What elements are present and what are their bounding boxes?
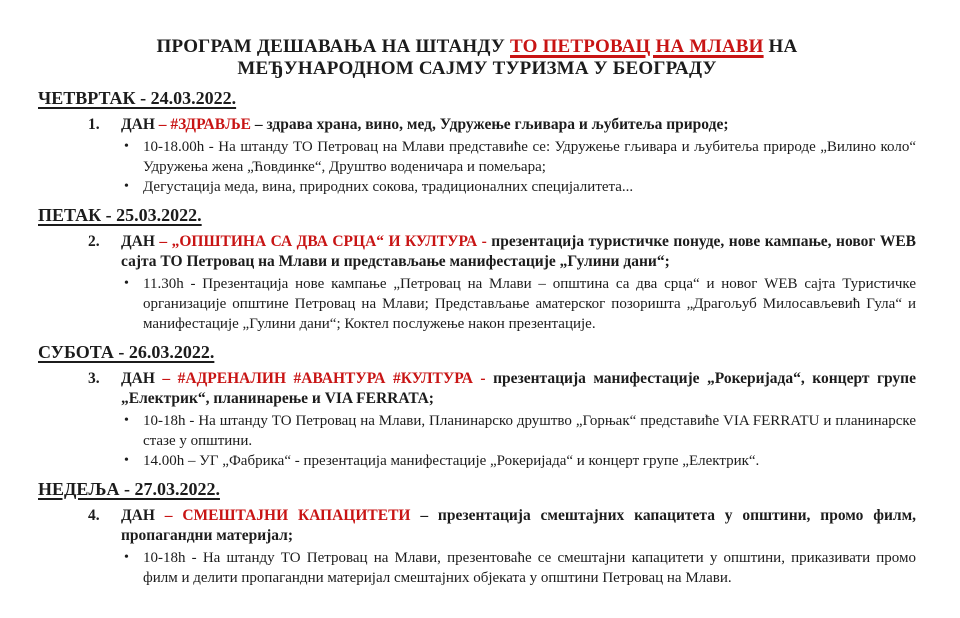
item-label-pre: ДАН — [121, 116, 159, 133]
item-bullet-list — [121, 548, 916, 588]
program-item — [88, 232, 916, 272]
item-number: 2. — [88, 233, 100, 250]
program-item — [88, 369, 916, 409]
program-item — [88, 115, 916, 135]
item-label-highlight: – #АДРЕНАЛИН #АВАНТУРА #КУЛТУРА - — [162, 370, 494, 387]
bullet-item: • 10-18h - На штанду ТО Петровац на Млави, Планинарско друштво „Горњак“ представиће VIA FERRATU и планинарске стазе у општини. — [121, 411, 916, 451]
title-highlight: ТО ПЕТРОВАЦ НА МЛАВИ — [510, 36, 764, 57]
bullet-item: • 10-18.00h - На штанду ТО Петровац на Млави представиће се: Удружење гљивара и љубитеља природе „Вилино коло“ Удружења жена „Ћовдинке“, Друштво воденичара и помељара; — [121, 137, 916, 177]
day-section-friday — [38, 205, 916, 334]
item-label-highlight: – #ЗДРАВЉЕ — [158, 116, 255, 133]
program-item — [88, 506, 916, 546]
bullet-item: • 10-18h - На штанду ТО Петровац на Млави, презентоваће се смештајни капацитети у општини, приказивати промо филм и делити пропагандни материјал смештајних објеката у општини Петровац на Млави. — [121, 548, 916, 588]
title-suffix: НА МЕЂУНАРОДНОМ САЈМУ ТУРИЗМА У БЕОГРАДУ — [237, 36, 798, 79]
item-label-pre: ДАН — [121, 370, 163, 387]
item-number: 4. — [88, 507, 100, 524]
item-bullet-list — [121, 274, 916, 334]
title-prefix: ПРОГРАМ ДЕШАВАЊА НА ШТАНДУ — [156, 36, 511, 57]
item-bullet-list — [121, 411, 916, 471]
bullet-item: • Дегустација меда, вина, природних сокова, традиционалних специјалитета... — [121, 177, 916, 197]
day-section-sunday — [38, 479, 916, 588]
day-section-thursday — [38, 88, 916, 197]
item-label-pre: ДАН — [121, 233, 160, 250]
item-label-highlight: – „ОПШТИНА СА ДВА СРЦА“ И КУЛТУРА - — [159, 233, 492, 250]
day-heading: СУБОТА - 26.03.2022. — [38, 342, 215, 362]
bullet-item: • 11.30h - Презентација нове кампање „Петровац на Млави – општина са два срца“ и новог WEB сајта Туристичке организације општине Петровац на Млави; Представљање аматерског позоришта „Драгољуб Милосављевић Гула“ и манифестације „Гулини дани“; Коктел послужење након презентације. — [121, 274, 916, 334]
document-title — [71, 36, 883, 80]
day-heading: ЧЕТВРТАК - 24.03.2022. — [38, 88, 237, 108]
item-number: 3. — [88, 370, 100, 387]
item-bullet-list — [121, 137, 916, 197]
item-label-pre: ДАН — [121, 507, 165, 524]
item-label-highlight: – СМЕШТАЈНИ КАПАЦИТЕТИ — [164, 507, 421, 524]
day-heading: НЕДЕЉА - 27.03.2022. — [38, 479, 220, 499]
item-number: 1. — [88, 116, 100, 133]
day-section-saturday — [38, 342, 916, 471]
item-label-post: презентација туристичке понуде, нове кампање, новог WEB сајта ТО Петровац на Млави и представљање манифестације „Гулини дани“; — [121, 233, 917, 270]
item-label-post: презентација манифестације „Рокеријада“, концерт групе „Електрик“, планинарење и VIA FERRATA; — [121, 370, 916, 407]
day-heading: ПЕТАК - 25.03.2022. — [38, 205, 202, 225]
bullet-item: • 14.00h – УГ „Фабрика“ - презентација манифестације „Рокеријада“ и концерт групе „Електрик“. — [121, 451, 916, 471]
item-label-post: – здрава храна, вино, мед, Удружење гљивара и љубитеља природе; — [254, 116, 729, 133]
item-label-post: – презентација смештајних капацитета у општини, промо филм, пропагандни материјал; — [121, 507, 916, 544]
